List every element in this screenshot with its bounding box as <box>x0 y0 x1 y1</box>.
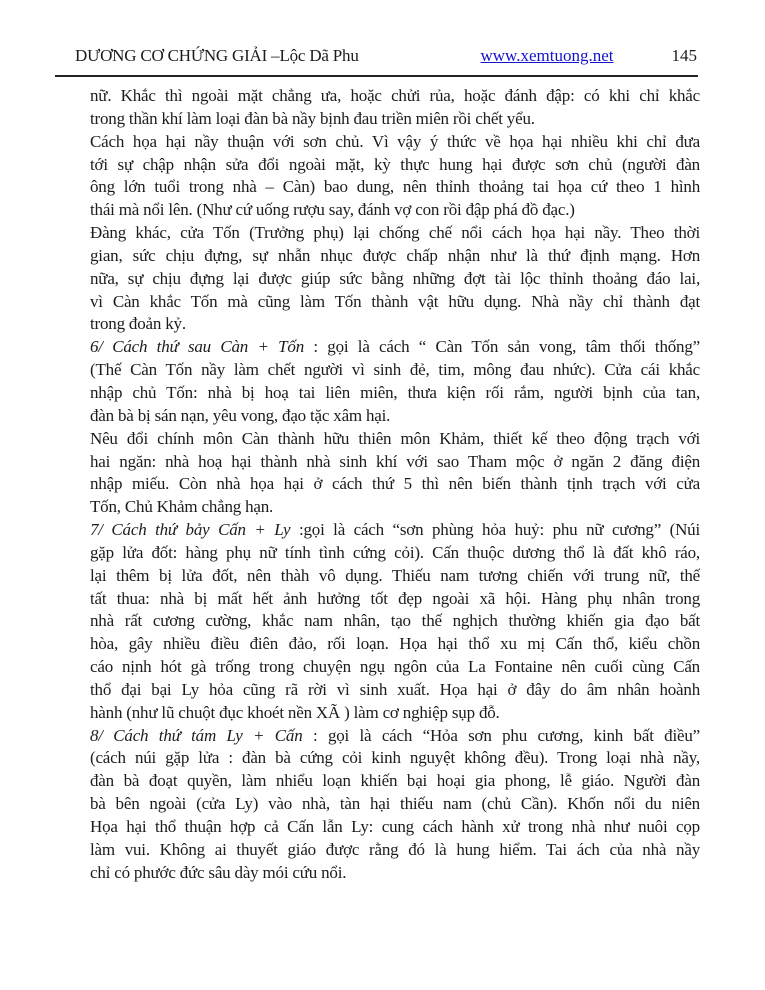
text-segment: nữ. Khắc thì ngoài mặt chẳng ưa, hoặc chửi rủa, hoặc đánh đập: có khi chỉ khắc <box>90 86 700 105</box>
text-line <box>90 839 700 862</box>
text-line <box>90 313 700 336</box>
section-lead-italic: 7/ Cách thứ bảy Cấn + Ly <box>90 520 291 540</box>
text-segment: nhập chủ Tốn: nhà bị hoạ tai liên miên, thưa kiện rối rắm, người bịnh của tan, <box>90 382 700 402</box>
text-line <box>90 222 700 245</box>
text-line <box>90 108 700 131</box>
text-segment: Cách họa hại nầy thuận với sơn chủ. Vì vậy ý thức về họa hại nhiều khi chỉ đưa <box>90 131 700 151</box>
text-line <box>90 291 700 314</box>
section-lead-italic: 6/ Cách thứ sau Càn + Tốn <box>90 337 304 357</box>
text-line <box>90 610 700 633</box>
text-segment: hai ngăn: nhà hoạ hại thành nhà sinh khí với sao Tham mộc ở ngăn 2 đăng điện <box>90 451 700 471</box>
text-line <box>90 496 700 519</box>
text-segment: lại thêm bị lửa đốt, nên thàh vô dụng. Thiếu nam tương chiến với trung nữ, thế <box>90 565 700 585</box>
website-link[interactable]: www.xemtuong.net <box>480 46 614 65</box>
text-segment: (Thế Càn Tốn nầy làm chết người vì sinh đẻ, tim, mông đau nhức). Cửa cái khắc <box>90 360 700 380</box>
text-segment: bà bên ngoài (cửa Ly) vào nhà, tàn hại thiếu nam (chủ Cần). Khốn nổi du niên <box>90 794 700 814</box>
page-number: 145 <box>671 46 697 65</box>
text-segment: :gọi là cách “sơn phùng hỏa huỷ: phu nữ cương” (Núi <box>290 520 700 540</box>
text-line <box>90 154 700 177</box>
text-line <box>90 656 700 679</box>
text-segment: đàn bà bị sán nạn, yêu vong, đạo tặc xâm hại. <box>90 405 391 425</box>
header-divider <box>55 75 698 77</box>
text-line <box>90 382 700 405</box>
text-line <box>90 519 700 542</box>
text-segment: (cách núi gặp lửa : đàn bà cứng cỏi kinh nguyệt không đều). Trong loại nhà nầy, <box>90 748 700 768</box>
text-line <box>90 473 700 496</box>
text-line <box>90 862 700 885</box>
text-line <box>90 199 700 222</box>
text-segment: trong đoản kỷ. <box>90 314 186 334</box>
text-line <box>90 451 700 474</box>
text-line <box>90 770 700 793</box>
text-segment: hòa, gây nhiều điều điên đảo, rối loạn. Họa hại thổ xu mị Cấn thổ, kiểu chồn <box>90 634 700 654</box>
text-segment: đàn bà đoạt quyền, làm nhiểu loạn khiến bại hoại gia phong, lễ giáo. Người đàn <box>90 771 700 791</box>
text-line <box>90 245 700 268</box>
text-segment: : gọi là cách “ Càn Tốn sản vong, tâm thối thống” <box>304 337 700 357</box>
text-line <box>90 336 700 359</box>
text-line <box>90 131 700 154</box>
page-header <box>0 0 765 66</box>
text-segment: Nêu đổi chính môn Càn thành hữu thiên môn Khảm, thiết kế theo động trạch với <box>90 428 700 448</box>
text-segment: thổ đại bại Ly hỏa cũng rã rời vì sinh xuất. Họa hại ở đây do âm nhân hoành <box>90 679 700 699</box>
text-line <box>90 85 700 108</box>
text-segment: nhập miếu. Còn nhà họa hại ở cách thứ 5 thì nên biến thành tịnh trạch với cửa <box>90 474 700 494</box>
text-segment: chỉ có phước đức sâu dày mói cứu nổi. <box>90 862 347 882</box>
page-body <box>90 85 700 885</box>
document-title: DƯƠNG CƠ CHỨNG GIẢI –Lộc Dã Phu <box>75 46 359 65</box>
text-line <box>90 633 700 656</box>
text-segment: cáo nịnh hót gà trống trong chuyện ngụ ngôn của La Fontaine nên cuối cùng Cấn <box>90 657 700 677</box>
text-line <box>90 565 700 588</box>
text-segment: làm vui. Không ai thuyết giáo được rằng đó là hung hiểm. Tai ách của nhà nầy <box>90 839 700 859</box>
section-lead-italic: 8/ Cách thứ tám Ly + Cấn <box>90 725 303 745</box>
text-segment: tới sự chập nhận sửa đổi ngoài mặt, kỳ thực hung hại được sơn chủ (người đàn <box>90 154 700 174</box>
text-segment: nhà rất cương cường, khắc nam nhân, tạo thế nghịch thường khiến gia đạo bất <box>90 611 700 631</box>
text-segment: : gọi là cách “Hỏa sơn phu cương, kinh bất điều” <box>302 725 700 745</box>
text-segment: hành (như lũ chuột đục khoét nền XÃ ) làm cơ nghiệp sụp đỗ. <box>90 702 500 722</box>
text-line <box>90 725 700 748</box>
text-segment: gian, sức chịu đựng, sự nhẫn nhục được chấp nhận như là thứ định mạng. Hơn <box>90 245 700 265</box>
text-segment: vì Càn khắc Tốn mà cũng làm Tốn thành vật hữu dụng. Nhà nầy chỉ thành đạt <box>90 291 700 311</box>
text-line <box>90 542 700 565</box>
text-line <box>90 405 700 428</box>
text-line <box>90 588 700 611</box>
text-line <box>90 679 700 702</box>
text-line <box>90 359 700 382</box>
text-segment: Họa hại thổ thuận hợp cả Cấn lẫn Ly: cung cách hành xử trong nhà như nuôi cọp <box>90 817 700 836</box>
text-line <box>90 747 700 770</box>
text-segment: gặp lửa đốt: hàng phụ nữ tính tình cứng cỏi). Cấn thuộc dương thổ là đất khô ráo, <box>90 542 700 562</box>
text-segment: nữa, sự chịu đựng lại được giúp sức bằng những đợt tài lộc thỉnh thoảng đáo lai, <box>90 268 700 288</box>
text-segment: Tốn, Chủ Khảm chẳng hạn. <box>90 497 274 517</box>
text-segment: Đàng khác, cửa Tốn (Trưởng phụ) lại chống chế nổi cách họa hại nầy. Theo thời <box>90 223 700 243</box>
text-line <box>90 176 700 199</box>
text-line <box>90 816 700 839</box>
text-line <box>90 428 700 451</box>
text-line <box>90 268 700 291</box>
text-segment: tất thua: nhà bị mất hết ảnh hưởng tốt đẹp ngoài xã hội. Hàng phụ nhân trong <box>90 588 700 608</box>
text-segment: ông lớn tuổi trong nhà – Càn) bao dung, nên thỉnh thoảng tai họa cứ theo 1 hình <box>90 177 700 197</box>
text-line <box>90 793 700 816</box>
text-line <box>90 702 700 725</box>
text-segment: trong thần khí làm loại đàn bà nầy bịnh đau triền miên rồi chết yểu. <box>90 108 535 128</box>
text-segment: thái mà nổi lên. (Như cứ uống rượu say, đánh vợ con rồi đập phá đồ đạc.) <box>90 200 575 220</box>
